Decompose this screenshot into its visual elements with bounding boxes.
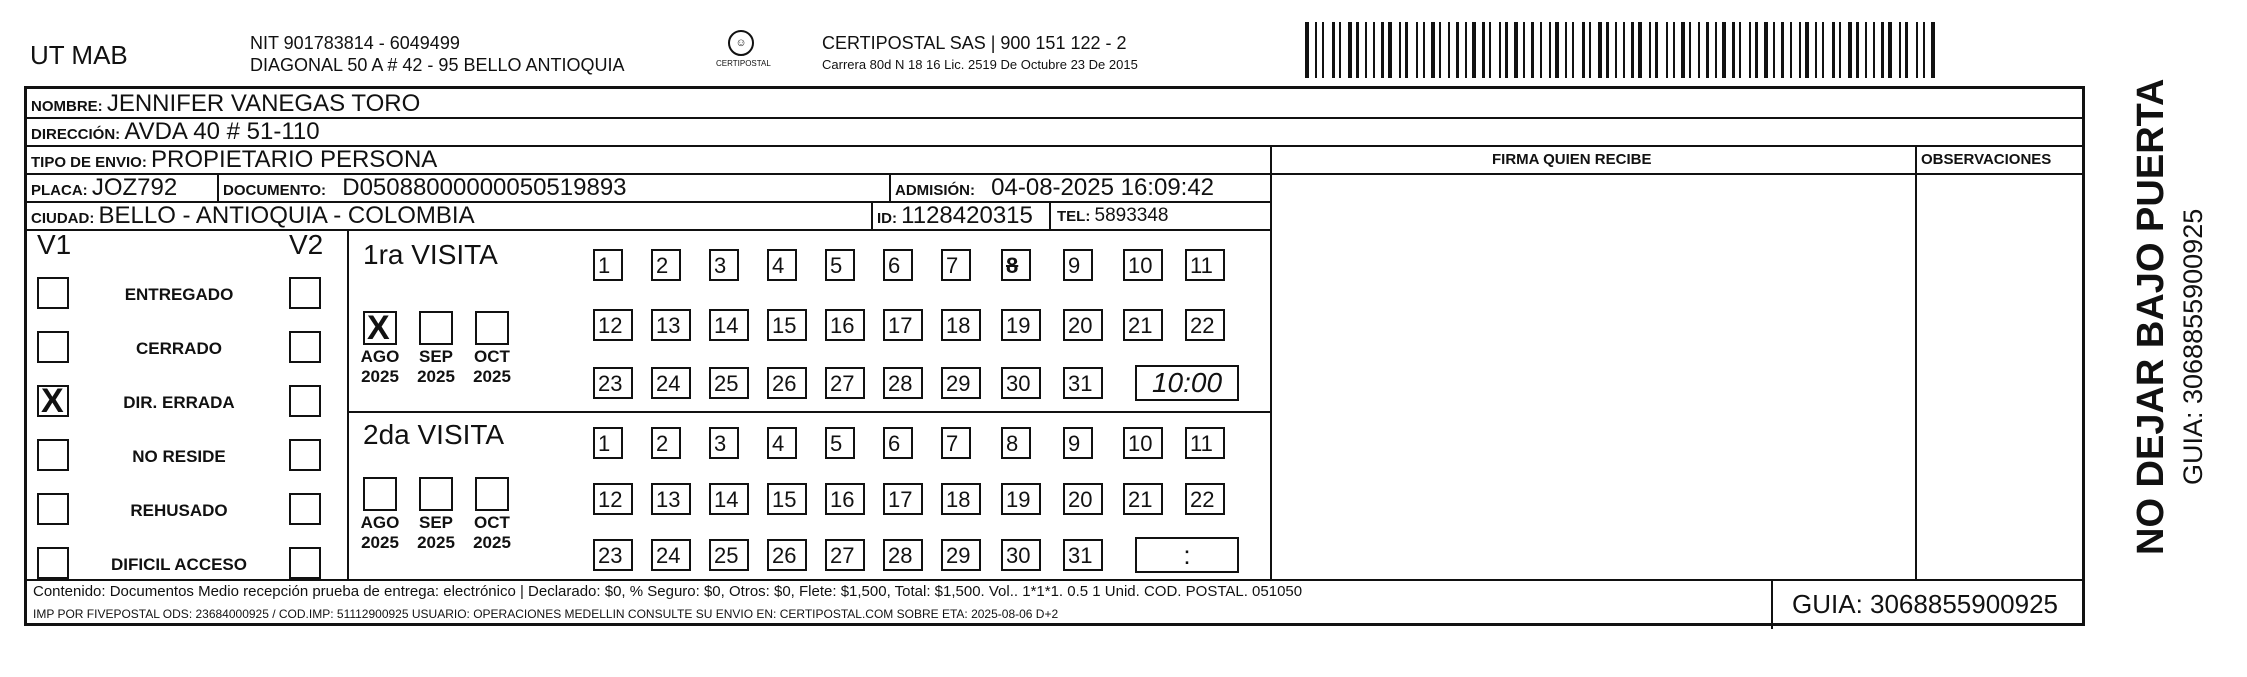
month-year xyxy=(411,513,461,553)
barcode-bar xyxy=(1623,22,1625,78)
day-box[interactable]: 11 xyxy=(1185,249,1225,281)
month-checkbox[interactable] xyxy=(363,311,397,345)
first-visit-title: 1ra VISITA xyxy=(363,239,498,270)
day-box[interactable]: 13 xyxy=(651,309,691,341)
barcode-bar xyxy=(1472,22,1476,78)
placa-row xyxy=(31,174,177,202)
day-box[interactable]: 7 xyxy=(941,427,971,459)
barcode-bar xyxy=(1673,22,1675,78)
tipo-row xyxy=(31,146,437,174)
barcode-bar xyxy=(1505,22,1508,78)
day-box[interactable]: 7 xyxy=(941,249,971,281)
barcode-bar xyxy=(1582,22,1585,78)
direccion-row xyxy=(31,118,320,146)
company-name: UT MAB xyxy=(30,40,128,70)
day-box[interactable]: 3 xyxy=(709,249,739,281)
day-box[interactable]: 6 xyxy=(883,249,913,281)
v2-checkbox[interactable] xyxy=(289,385,321,417)
barcode-bar xyxy=(1373,22,1375,78)
barcode-bar xyxy=(1722,22,1726,78)
day-box[interactable]: 19 xyxy=(1001,309,1041,341)
barcode-bar xyxy=(1356,22,1359,78)
month-checkbox[interactable] xyxy=(419,311,453,345)
day-box[interactable]: 5 xyxy=(825,249,855,281)
day-box[interactable]: 13 xyxy=(651,483,691,515)
barcode-bar xyxy=(1431,22,1435,78)
barcode-bar xyxy=(1540,22,1542,78)
day-box[interactable]: 21 xyxy=(1123,483,1163,515)
barcode-bar xyxy=(1799,22,1801,78)
day-box[interactable]: 20 xyxy=(1063,483,1103,515)
day-box[interactable]: 5 xyxy=(825,427,855,459)
barcode-bar xyxy=(1565,22,1567,78)
barcode-bar xyxy=(1773,22,1775,78)
year-label: 2025 xyxy=(417,367,455,386)
day-box[interactable]: 19 xyxy=(1001,483,1041,515)
day-box[interactable]: 20 xyxy=(1063,309,1103,341)
barcode-bar xyxy=(1523,22,1525,78)
day-box[interactable]: 25 xyxy=(709,539,749,571)
admision-value: 04-08-2025 16:09:42 xyxy=(991,174,1215,201)
check-mark: X xyxy=(41,382,64,420)
v1-checkbox[interactable] xyxy=(37,547,69,579)
month-label: AGO xyxy=(360,513,400,532)
day-box[interactable]: 25 xyxy=(709,367,749,399)
month-checkbox[interactable] xyxy=(419,477,453,511)
day-box[interactable]: 12 xyxy=(593,309,633,341)
tel-label: TEL: xyxy=(1057,208,1091,225)
day-box[interactable]: 22 xyxy=(1185,309,1225,341)
ciudad-row xyxy=(31,202,475,230)
barcode-bar xyxy=(1399,22,1401,78)
second-visit-title: 2da VISITA xyxy=(363,419,505,450)
barcode-bar xyxy=(1706,22,1709,78)
company-nit: NIT 901783814 - 6049499 xyxy=(250,33,460,53)
year-label: 2025 xyxy=(473,367,511,386)
barcode-bar xyxy=(1315,22,1317,78)
v1-checkbox[interactable] xyxy=(37,277,69,309)
day-box[interactable]: 8 xyxy=(1001,249,1031,281)
barcode-bar xyxy=(1781,22,1784,78)
barcode-bar xyxy=(1439,22,1441,78)
smile-icon: ☺ xyxy=(728,30,754,56)
day-box[interactable]: 26 xyxy=(767,539,807,571)
day-box[interactable]: 11 xyxy=(1185,427,1225,459)
barcode-bar xyxy=(1655,22,1658,78)
month-year xyxy=(355,513,405,553)
v2-checkbox[interactable] xyxy=(289,439,321,471)
admision-label: ADMISIÓN: xyxy=(895,182,975,199)
barcode-bar xyxy=(1589,22,1591,78)
day-box[interactable]: 28 xyxy=(883,539,923,571)
day-box[interactable]: 27 xyxy=(825,539,865,571)
v1-checkbox[interactable] xyxy=(37,331,69,363)
day-box[interactable]: 14 xyxy=(709,483,749,515)
status-option-label: REHUSADO xyxy=(130,501,228,520)
barcode-bar xyxy=(1764,22,1768,78)
month-label: SEP xyxy=(418,513,454,532)
barcode-icon xyxy=(1305,22,1935,78)
delivery-form xyxy=(24,86,2085,626)
barcode-bar xyxy=(1715,22,1717,78)
company-info xyxy=(250,32,625,76)
month-year xyxy=(411,347,461,387)
day-box[interactable]: 17 xyxy=(883,483,923,515)
tipo-label: TIPO DE ENVIO: xyxy=(31,154,147,171)
day-box[interactable]: 23 xyxy=(593,367,633,399)
barcode-bar xyxy=(1931,22,1935,78)
barcode-bar xyxy=(1531,22,1534,78)
month-label: OCT xyxy=(474,513,510,532)
barcode-bar xyxy=(1465,22,1467,78)
barcode-bar xyxy=(1405,22,1408,78)
day-box[interactable]: 2 xyxy=(651,249,681,281)
month-year xyxy=(355,347,405,387)
day-box[interactable]: 18 xyxy=(941,309,981,341)
barcode-bar xyxy=(1631,22,1634,78)
nombre-value: JENNIFER VANEGAS TORO xyxy=(106,90,421,117)
admision-row xyxy=(895,174,1214,202)
day-box[interactable]: 21 xyxy=(1123,309,1163,341)
status-option-label: ENTREGADO xyxy=(124,285,234,304)
barcode-bar xyxy=(1322,22,1324,78)
barcode-bar xyxy=(1388,22,1392,78)
barcode-bar xyxy=(1899,22,1901,78)
direccion-value: AVDA 40 # 51-110 xyxy=(124,118,320,145)
v2-checkbox[interactable] xyxy=(289,331,321,363)
day-box[interactable]: 30 xyxy=(1001,539,1041,571)
day-box[interactable]: 24 xyxy=(651,539,691,571)
barcode-bar xyxy=(1666,22,1668,78)
year-label: 2025 xyxy=(361,533,399,552)
month-year xyxy=(467,347,517,387)
month-label: SEP xyxy=(418,347,454,366)
day-box[interactable]: 15 xyxy=(767,309,807,341)
firma-header: FIRMA QUIEN RECIBE xyxy=(1492,151,1652,168)
footer-guia: GUIA: 3068855900925 xyxy=(1792,589,2058,619)
observaciones-header: OBSERVACIONES xyxy=(1921,151,2052,168)
v2-checkbox[interactable] xyxy=(289,493,321,525)
barcode-bar xyxy=(1732,22,1735,78)
documento-row xyxy=(223,174,627,202)
day-box[interactable]: 27 xyxy=(825,367,865,399)
status-option-label: DIR. ERRADA xyxy=(123,393,235,412)
barcode-bar xyxy=(1923,22,1925,78)
day-box[interactable]: 10 xyxy=(1123,249,1163,281)
check-mark: X xyxy=(367,309,390,347)
tipo-value: PROPIETARIO PERSONA xyxy=(151,146,438,173)
placa-value: JOZ792 xyxy=(91,174,178,201)
barcode-bar xyxy=(1514,22,1518,78)
v2-header: V2 xyxy=(289,229,324,260)
barcode-bar xyxy=(1572,22,1574,78)
certipostal-logo xyxy=(716,30,771,76)
day-box[interactable]: 24 xyxy=(651,367,691,399)
barcode-bar xyxy=(1381,22,1384,78)
nombre-row xyxy=(31,90,420,118)
tel-value: 5893348 xyxy=(1094,205,1169,226)
day-box[interactable]: 10 xyxy=(1123,427,1163,459)
ciudad-label: CIUDAD: xyxy=(31,210,95,227)
barcode-bar xyxy=(1755,22,1758,78)
day-box[interactable]: 9 xyxy=(1063,249,1093,281)
barcode-bar xyxy=(1339,22,1341,78)
footer-contents: Contenido: Documentos Medio recepción prueba de entrega: electrónico | Declarado: $0, % Seguro: $0, Otros: $0, Flete: $1,500, Total: $1,500. Vol.. 1*1*1. 0.5 1 Unid. COD. POSTAL. 051050 xyxy=(33,583,1303,600)
visit-time[interactable]: 10:00 xyxy=(1135,365,1239,401)
day-box[interactable]: 22 xyxy=(1185,483,1225,515)
day-box[interactable]: 12 xyxy=(593,483,633,515)
barcode-bar xyxy=(1689,22,1691,78)
ciudad-value: BELLO - ANTIOQUIA - COLOMBIA xyxy=(98,202,475,229)
day-box[interactable]: 8 xyxy=(1001,427,1031,459)
logo-text: CERTIPOSTAL xyxy=(716,59,771,68)
barcode-bar xyxy=(1805,22,1809,78)
month-label: AGO xyxy=(360,347,400,366)
year-label: 2025 xyxy=(417,533,455,552)
barcode-bar xyxy=(1598,22,1602,78)
day-box[interactable]: 17 xyxy=(883,309,923,341)
id-row xyxy=(877,202,1033,230)
barcode-bar xyxy=(1456,22,1459,78)
barcode-bar xyxy=(1749,22,1751,78)
barcode-bar xyxy=(1423,22,1425,78)
nombre-label: NOMBRE: xyxy=(31,98,103,115)
side-guia: GUIA: 3068855900925 xyxy=(2178,208,2208,485)
day-box[interactable]: 14 xyxy=(709,309,749,341)
day-box[interactable]: 15 xyxy=(767,483,807,515)
v1-checkbox[interactable] xyxy=(37,439,69,471)
day-box[interactable]: 6 xyxy=(883,427,913,459)
barcode-bar xyxy=(1305,22,1309,78)
v1-checkbox[interactable] xyxy=(37,493,69,525)
barcode-bar xyxy=(1916,22,1918,78)
day-box[interactable]: 28 xyxy=(883,367,923,399)
barcode-bar xyxy=(1905,22,1908,78)
year-label: 2025 xyxy=(473,533,511,552)
barcode-bar xyxy=(1856,22,1859,78)
barcode-bar xyxy=(1482,22,1485,78)
id-value: 1128420315 xyxy=(901,202,1033,229)
v1-header: V1 xyxy=(37,229,72,260)
v2-checkbox[interactable] xyxy=(289,277,321,309)
month-year xyxy=(467,513,517,553)
month-checkbox[interactable] xyxy=(475,311,509,345)
tel-row xyxy=(1057,205,1168,227)
barcode-bar xyxy=(1822,22,1824,78)
v2-checkbox[interactable] xyxy=(289,547,321,579)
barcode-bar xyxy=(1832,22,1835,78)
day-box[interactable]: 16 xyxy=(825,309,865,341)
day-box[interactable]: 23 xyxy=(593,539,633,571)
barcode-bar xyxy=(1638,22,1642,78)
barcode-bar xyxy=(1332,22,1335,78)
status-option-label: CERRADO xyxy=(136,339,222,358)
day-box[interactable]: 30 xyxy=(1001,367,1041,399)
carrier-info xyxy=(822,32,1138,76)
day-box[interactable]: 4 xyxy=(767,249,797,281)
day-box[interactable]: 4 xyxy=(767,427,797,459)
day-box[interactable]: 3 xyxy=(709,427,739,459)
day-box[interactable]: 9 xyxy=(1063,427,1093,459)
barcode-bar xyxy=(1606,22,1609,78)
label-header xyxy=(0,0,2247,82)
company-address: DIAGONAL 50 A # 42 - 95 BELLO ANTIOQUIA xyxy=(250,55,625,75)
day-box[interactable]: 26 xyxy=(767,367,807,399)
barcode-bar xyxy=(1881,22,1884,78)
barcode-bar xyxy=(1698,22,1700,78)
barcode-bar xyxy=(1649,22,1651,78)
barcode-bar xyxy=(1348,22,1352,78)
barcode-bar xyxy=(1448,22,1450,78)
barcode-bar xyxy=(1681,22,1685,78)
documento-value: D05088000000050519893 xyxy=(342,174,627,201)
carrier-name: CERTIPOSTAL SAS | 900 151 122 - 2 xyxy=(822,33,1127,53)
barcode-bar xyxy=(1615,22,1617,78)
id-label: ID: xyxy=(877,210,897,227)
day-box[interactable]: 1 xyxy=(593,427,623,459)
barcode-bar xyxy=(1489,22,1491,78)
day-box[interactable]: 16 xyxy=(825,483,865,515)
barcode-bar xyxy=(1739,22,1741,78)
placa-label: PLACA: xyxy=(31,182,88,199)
side-warning: NO DEJAR BAJO PUERTA xyxy=(2130,78,2172,555)
year-label: 2025 xyxy=(361,367,399,386)
v1-checkbox[interactable] xyxy=(37,382,69,420)
status-option-label: DIFICIL ACCESO xyxy=(110,555,247,574)
barcode-bar xyxy=(1365,22,1367,78)
day-box[interactable]: 29 xyxy=(941,539,981,571)
day-box[interactable]: 31 xyxy=(1063,539,1103,571)
barcode-bar xyxy=(1416,22,1418,78)
barcode-bar xyxy=(1549,22,1551,78)
day-box[interactable]: 2 xyxy=(651,427,681,459)
month-checkbox[interactable] xyxy=(475,477,509,511)
barcode-bar xyxy=(1815,22,1817,78)
day-box[interactable]: 31 xyxy=(1063,367,1103,399)
direccion-label: DIRECCIÓN: xyxy=(31,126,121,143)
status-option-label: NO RESIDE xyxy=(132,447,226,466)
documento-label: DOCUMENTO: xyxy=(223,182,327,199)
barcode-bar xyxy=(1839,22,1841,78)
month-checkbox[interactable] xyxy=(363,477,397,511)
barcode-bar xyxy=(1865,22,1867,78)
carrier-license: Carrera 80d N 18 16 Lic. 2519 De Octubre 23 De 2015 xyxy=(822,57,1138,72)
barcode-bar xyxy=(1499,22,1501,78)
day-box[interactable]: 18 xyxy=(941,483,981,515)
footer-print-info: IMP POR FIVEPOSTAL ODS: 23684000925 / COD.IMP: 51112900925 USUARIO: OPERACIONES MEDELLIN CONSULTE SU ENVIO EN: CERTIPOSTAL.COM SOBRE ETA: 2025-08-06 D+2 xyxy=(33,607,1059,621)
visit-time[interactable]: : xyxy=(1135,537,1239,573)
barcode-bar xyxy=(1888,22,1892,78)
barcode-bar xyxy=(1848,22,1852,78)
barcode-bar xyxy=(1555,22,1559,78)
day-box[interactable]: 1 xyxy=(593,249,623,281)
month-label: OCT xyxy=(474,347,510,366)
barcode-bar xyxy=(1790,22,1792,78)
day-box[interactable]: 29 xyxy=(941,367,981,399)
barcode-bar xyxy=(1873,22,1875,78)
